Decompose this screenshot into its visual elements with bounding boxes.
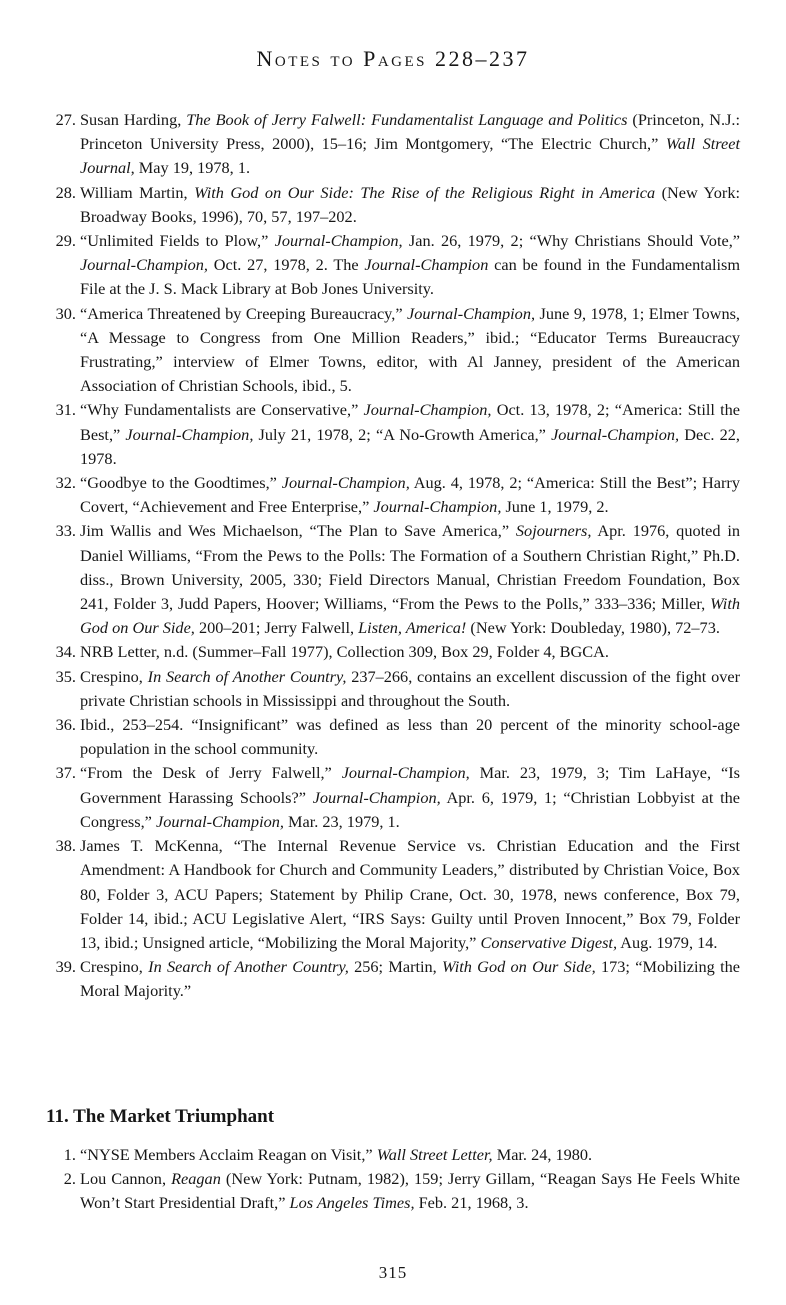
endnote-number: 35.	[55, 666, 76, 686]
endnote-text: Crespino, In Search of Another Country, 237–266, contains an excellent discussion of the fight over private Christian schools in Mississippi and throughout the South.	[80, 666, 741, 710]
endnote-number: 2.	[63, 1169, 76, 1189]
endnote-number: 32.	[55, 473, 76, 493]
endnote-text: “America Threatened by Creeping Bureaucracy,” Journal-Champion, June 9, 1978, 1; Elmer Towns, “A Message to Congress from One Million Readers,” ibid.; “Educator Terms Bureaucracy Frustrating,” interview of Elmer Towns, editor, with Al Janney, president of the American Association of Christian Schools, ibid., 5.	[80, 303, 740, 396]
endnote-number: 27.	[55, 110, 76, 129]
endnote-text: “NYSE Members Acclaim Reagan on Visit,” Wall Street Letter, Mar. 24, 1980.	[80, 1145, 593, 1164]
endnote-text: NRB Letter, n.d. (Summer–Fall 1977), Collection 309, Box 29, Folder 4, BGCA.	[80, 642, 609, 662]
page-number: 315	[378, 1263, 408, 1282]
endnote	[40, 398, 740, 471]
endnote-number: 1.	[63, 1145, 76, 1164]
endnote-text: Susan Harding, The Book of Jerry Falwell: Fundamentalist Language and Politics (Princeton, N.J.: Princeton University Press, 2000), 15–16; Jim Montgomery, “The Electric Church,” Wall Street Journal, May 19, 1978, 1.	[80, 110, 740, 178]
endnotes-list	[40, 108, 740, 1004]
endnote	[40, 713, 740, 761]
endnote-number: 34.	[55, 642, 76, 662]
endnote-number: 33.	[55, 521, 76, 541]
endnote-number: 36.	[55, 715, 76, 735]
chapter-endnotes-list	[40, 1143, 740, 1216]
endnote	[40, 181, 740, 229]
endnote-text: William Martin, With God on Our Side: The Rise of the Religious Right in America (New York: Broadway Books, 1996), 70, 57, 197–202.	[80, 182, 740, 226]
endnote-text: Ibid., 253–254. “Insignificant” was defined as less than 20 percent of the minority school-age population in the school community.	[80, 715, 740, 759]
endnote-number: 39.	[55, 957, 76, 977]
chapter-heading: 11. The Market Triumphant	[46, 1106, 275, 1127]
endnote	[40, 955, 740, 1003]
endnote-number: 28.	[55, 182, 76, 202]
endnote-number: 31.	[55, 400, 76, 420]
endnote	[40, 302, 740, 399]
endnote	[40, 108, 740, 181]
endnote	[40, 834, 740, 955]
endnote-number: 37.	[55, 763, 76, 783]
endnote	[40, 229, 740, 302]
endnote-text: “From the Desk of Jerry Falwell,” Journal-Champion, Mar. 23, 1979, 3; Tim LaHaye, “Is Government Harassing Schools?” Journal-Champion, Apr. 6, 1979, 1; “Christian Lobbyist at the Congress,” Journal-Champion, Mar. 23, 1979, 1.	[80, 763, 741, 831]
running-header: Notes to Pages 228–237	[256, 46, 530, 71]
endnote-number: 29.	[55, 231, 76, 251]
endnote-number: 30.	[55, 303, 76, 323]
endnote-number: 38.	[55, 836, 76, 856]
endnote-text: James T. McKenna, “The Internal Revenue Service vs. Christian Education and the First Amendment: A Handbook for Church and Community Leaders,” distributed by Christian Voice, Box 80, Folder 3, ACU Papers; Statement by Philip Crane, Oct. 30, 1978, news conference, Box 79, Folder 14, ibid.; ACU Legislative Alert, “IRS Says: Guilty until Proven Innocent,” Box 79, Folder 13, ibid.; Unsigned article, “Mobilizing the Moral Majority,” Conservative Digest, Aug. 1979, 14.	[80, 836, 740, 952]
endnote-text: “Goodbye to the Goodtimes,” Journal-Champion, Aug. 4, 1978, 2; “America: Still the Best”; Harry Covert, “Achievement and Free Enterprise,” Journal-Champion, June 1, 1979, 2.	[80, 473, 740, 517]
endnote	[40, 1143, 740, 1167]
endnote-text: “Why Fundamentalists are Conservative,” Journal-Champion, Oct. 13, 1978, 2; “America: Still the Best,” Journal-Champion, July 21, 1978, 2; “A No-Growth America,” Journal-Champion, Dec. 22, 1978.	[80, 400, 740, 468]
endnote	[40, 665, 740, 713]
endnote-text: Lou Cannon, Reagan (New York: Putnam, 1982), 159; Jerry Gillam, “Reagan Says He Feels White Won’t Start Presidential Draft,” Los Angeles Times, Feb. 21, 1968, 3.	[80, 1169, 740, 1213]
endnote-text: Crespino, In Search of Another Country, 256; Martin, With God on Our Side, 173; “Mobilizing the Moral Majority.”	[80, 957, 741, 1001]
endnote	[40, 519, 740, 640]
endnote	[40, 1167, 740, 1215]
endnote	[40, 471, 740, 519]
endnote	[40, 761, 740, 834]
endnote-text: “Unlimited Fields to Plow,” Journal-Champion, Jan. 26, 1979, 2; “Why Christians Should Vote,” Journal-Champion, Oct. 27, 1978, 2. The Journal-Champion can be found in the Fundamentalism File at the J. S. Mack Library at Bob Jones University.	[80, 231, 741, 299]
endnote	[40, 640, 740, 664]
endnote-text: Jim Wallis and Wes Michaelson, “The Plan to Save America,” Sojourners, Apr. 1976, quoted in Daniel Williams, “From the Pews to the Polls: The Formation of a Southern Christian Right,” Ph.D. diss., Brown University, 2005, 330; Field Directors Manual, Christian Freedom Foundation, Box 241, Folder 3, Judd Papers, Hoover; Williams, “From the Pews to the Polls,” 333–336; Miller, With God on Our Side, 200–201; Jerry Falwell, Listen, America! (New York: Doubleday, 1980), 72–73.	[80, 521, 740, 638]
